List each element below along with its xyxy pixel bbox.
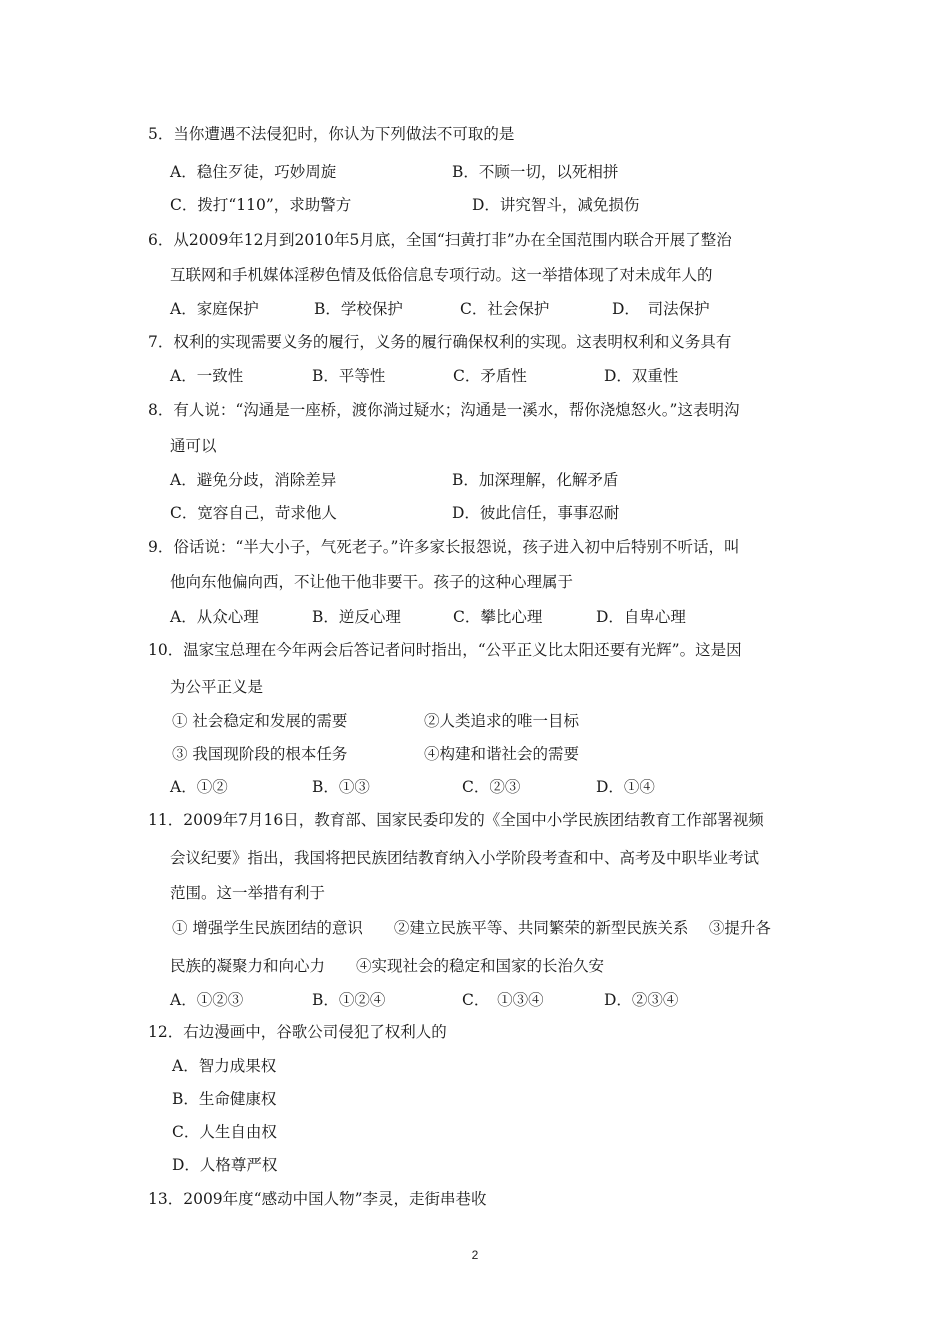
q10-option-b: B．①③	[312, 778, 370, 796]
q10-stem-line1: 10．温家宝总理在今年两会后答记者问时指出，“公平正义比太阳还要有光辉”。这是因	[148, 641, 742, 659]
q5-option-a: A．稳住歹徒，巧妙周旋	[170, 163, 337, 181]
q6-stem-line2: 互联网和手机媒体淫秽色情及低俗信息专项行动。这一举措体现了对未成年人的	[170, 266, 713, 284]
q11-option-a: A．①②③	[170, 991, 244, 1009]
q10-item-4: ④构建和谐社会的需要	[424, 745, 580, 763]
q8-stem-line2: 通可以	[170, 437, 217, 455]
q12-option-a: A．智力成果权	[172, 1057, 277, 1075]
q10-option-c: C．②③	[462, 778, 521, 796]
q8-stem-line1: 8．有人说：“沟通是一座桥，渡你淌过疑水；沟通是一溪水，帮你浇熄怒火。”这表明沟	[148, 401, 740, 419]
q7-stem: 7．权利的实现需要义务的履行，义务的履行确保权利的实现。这表明权利和义务具有	[148, 333, 732, 351]
q11-stem-line2: 会议纪要》指出，我国将把民族团结教育纳入小学阶段考查和中、高考及中职毕业考试	[170, 849, 760, 867]
q8-option-c: C．宽容自己，苛求他人	[170, 504, 337, 522]
q5-option-d: D．讲究智斗，减免损伤	[472, 196, 640, 214]
q10-option-a: A．①②	[170, 778, 228, 796]
q10-stem-line2: 为公平正义是	[170, 678, 264, 696]
q6-option-a: A．家庭保护	[170, 300, 259, 318]
q12-option-c: C．人生自由权	[172, 1123, 277, 1141]
q9-stem-line2: 他向东他偏向西，不让他干他非要干。孩子的这种心理属于	[170, 573, 574, 591]
q10-item-1: ① 社会稳定和发展的需要	[172, 712, 348, 730]
q12-stem: 12．右边漫画中，谷歌公司侵犯了权利人的	[148, 1023, 447, 1041]
q6-stem-line1: 6．从2009年12月到2010年5月底，全国“扫黄打非”办在全国范围内联合开展了整治	[148, 231, 732, 249]
q7-option-c: C．矛盾性	[453, 367, 527, 385]
q10-item-3: ③ 我国现阶段的根本任务	[172, 745, 348, 763]
q9-option-a: A．从众心理	[170, 608, 259, 626]
q11-items-line2: 民族的凝聚力和向心力 ④实现社会的稳定和国家的长治久安	[170, 957, 605, 975]
q11-option-d: D．②③④	[604, 991, 679, 1009]
q8-option-a: A．避免分歧，消除差异	[170, 471, 337, 489]
q7-option-d: D．双重性	[604, 367, 679, 385]
q12-option-b: B．生命健康权	[172, 1090, 277, 1108]
q9-option-d: D．自卑心理	[596, 608, 686, 626]
q5-stem: 5．当你遭遇不法侵犯时，你认为下列做法不可取的是	[148, 125, 515, 143]
q5-option-b: B．不顾一切，以死相拼	[452, 163, 619, 181]
q5-option-c: C．拨打“110”，求助警方	[170, 196, 352, 214]
q7-option-a: A．一致性	[170, 367, 244, 385]
q7-option-b: B．平等性	[312, 367, 386, 385]
page-number: 2	[471, 1248, 479, 1262]
q11-option-b: B．①②④	[312, 991, 386, 1009]
q6-option-c: C．社会保护	[460, 300, 550, 318]
q10-option-d: D．①④	[596, 778, 655, 796]
q13-stem: 13．2009年度“感动中国人物”李灵，走街串巷收	[148, 1190, 487, 1208]
q11-option-c: C． ①③④	[462, 991, 544, 1009]
q9-option-b: B．逆反心理	[312, 608, 401, 626]
q10-item-2: ②人类追求的唯一目标	[424, 712, 580, 730]
q9-stem-line1: 9．俗话说：“半大小子，气死老子。”许多家长报怨说，孩子进入初中后特别不听话，叫	[148, 538, 740, 556]
q11-stem-line1: 11．2009年7月16日，教育部、国家民委印发的《全国中小学民族团结教育工作部署视频	[148, 811, 764, 829]
q6-option-d: D． 司法保护	[612, 300, 710, 318]
q8-option-d: D．彼此信任，事事忍耐	[452, 504, 620, 522]
q9-option-c: C．攀比心理	[453, 608, 543, 626]
q11-items-line1: ① 增强学生民族团结的意识 ②建立民族平等、共同繁荣的新型民族关系 ③提升各	[172, 919, 771, 937]
q8-option-b: B．加深理解，化解矛盾	[452, 471, 619, 489]
q11-stem-line3: 范围。这一举措有利于	[170, 884, 326, 902]
q12-option-d: D．人格尊严权	[172, 1156, 278, 1174]
q6-option-b: B．学校保护	[314, 300, 403, 318]
